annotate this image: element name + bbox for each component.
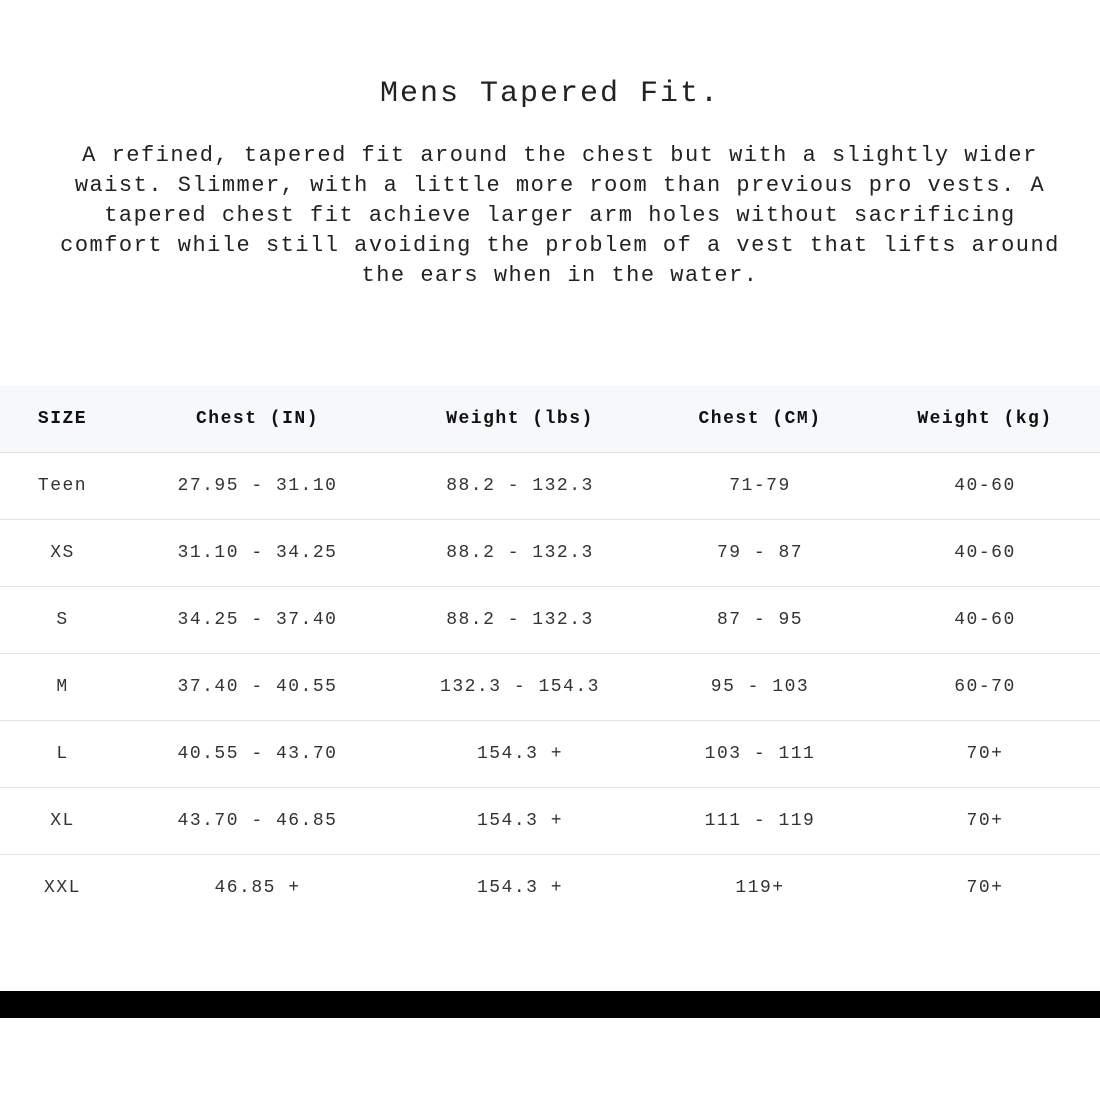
cell-weight-lbs: 88.2 - 132.3 — [390, 453, 650, 520]
fit-description: A refined, tapered fit around the chest but with a slightly wider waist. Slimmer, with a little more room than previous pro vests. A tapered chest fit achieve larger arm holes without sacrificing comfort while still avoiding the problem of a vest that lifts around the ears when in the water. — [60, 143, 1060, 288]
footer-bar — [0, 991, 1100, 1018]
cell-chest-cm: 119+ — [735, 878, 785, 898]
cell-weight-lbs: 132.3 - 154.3 — [390, 654, 650, 721]
table-row — [0, 453, 1100, 520]
header-size: SIZE — [0, 386, 125, 453]
table-row — [0, 855, 1100, 922]
cell-chest-cm: 95 - 103 — [650, 654, 870, 721]
table-row — [0, 520, 1100, 587]
cell-weight-lbs: 154.3 + — [390, 721, 650, 788]
header-weight-kg: Weight (kg) — [870, 386, 1100, 453]
cell-chest-in: 27.95 - 31.10 — [125, 453, 390, 520]
cell-weight-lbs: 154.3 + — [476, 878, 564, 898]
cell-size: XL — [0, 788, 125, 855]
cell-chest-in: 31.10 - 34.25 — [125, 520, 390, 587]
size-chart-table — [0, 386, 1100, 921]
cell-chest-cm: 79 - 87 — [650, 520, 870, 587]
cell-chest-in: 43.70 - 46.85 — [125, 788, 390, 855]
size-chart-body — [0, 453, 1100, 922]
table-row — [0, 721, 1100, 788]
page-title: Mens Tapered Fit. — [379, 77, 721, 111]
cell-weight-lbs: 154.3 + — [390, 788, 650, 855]
cell-weight-kg: 70+ — [870, 788, 1100, 855]
table-row — [0, 654, 1100, 721]
cell-size: L — [0, 721, 125, 788]
cell-size: S — [0, 587, 125, 654]
table-row — [0, 587, 1100, 654]
cell-chest-in: 37.40 - 40.55 — [125, 654, 390, 721]
header-chest-cm: Chest (CM) — [650, 386, 870, 453]
header-chest-in: Chest (IN) — [125, 386, 390, 453]
cell-chest-cm: 71-79 — [650, 453, 870, 520]
cell-size: XXL — [44, 878, 81, 898]
cell-weight-kg: 40-60 — [870, 587, 1100, 654]
cell-weight-lbs: 88.2 - 132.3 — [390, 520, 650, 587]
cell-weight-kg: 60-70 — [870, 654, 1100, 721]
cell-weight-kg: 70+ — [870, 721, 1100, 788]
cell-chest-cm: 103 - 111 — [650, 721, 870, 788]
header-row — [0, 386, 1100, 453]
cell-chest-cm: 87 - 95 — [650, 587, 870, 654]
cell-weight-kg: 40-60 — [870, 453, 1100, 520]
cell-chest-in: 40.55 - 43.70 — [125, 721, 390, 788]
header-weight-lbs: Weight (lbs) — [390, 386, 650, 453]
cell-size: M — [0, 654, 125, 721]
cell-chest-in: 34.25 - 37.40 — [125, 587, 390, 654]
cell-weight-kg: 40-60 — [870, 520, 1100, 587]
cell-weight-kg: 70+ — [966, 878, 1004, 898]
cell-weight-lbs: 88.2 - 132.3 — [390, 587, 650, 654]
table-row — [0, 788, 1100, 855]
size-chart-header — [0, 386, 1100, 453]
cell-chest-in: 46.85 + — [214, 878, 301, 898]
cell-chest-cm: 111 - 119 — [650, 788, 870, 855]
cell-size: Teen — [0, 453, 125, 520]
cell-size: XS — [0, 520, 125, 587]
